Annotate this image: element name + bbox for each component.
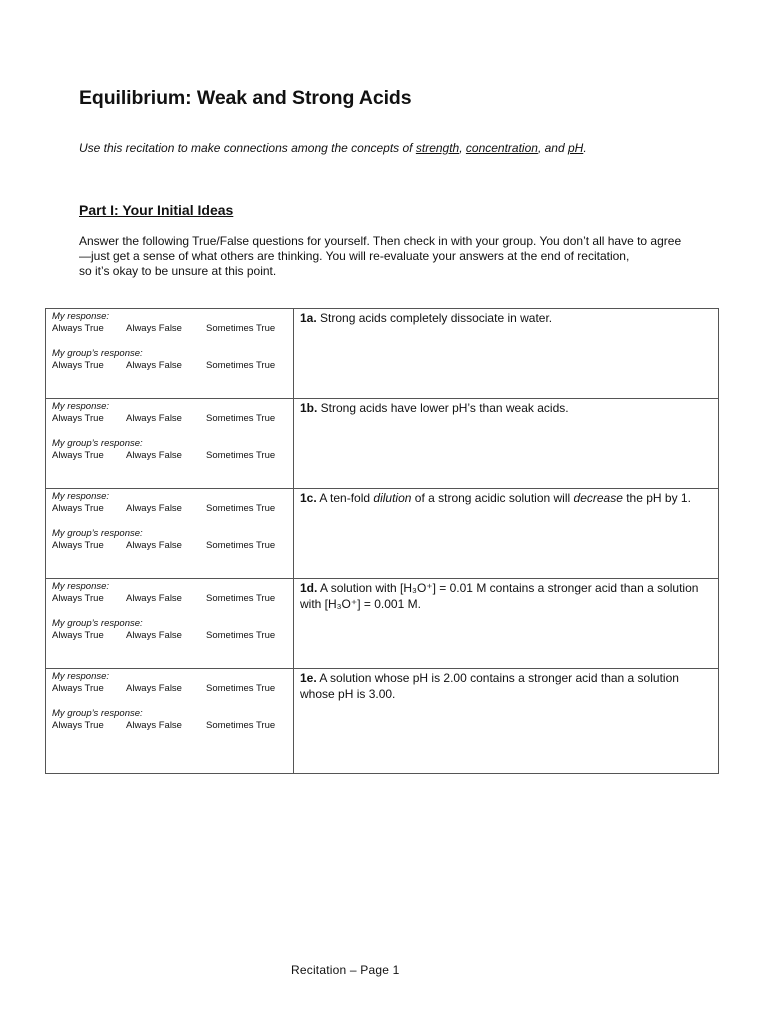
option-sometimes-true[interactable]: Sometimes True xyxy=(206,413,276,424)
response-options xyxy=(52,449,293,462)
option-sometimes-true[interactable]: Sometimes True xyxy=(206,323,276,334)
response-cell xyxy=(46,489,294,579)
response-options xyxy=(52,359,293,372)
question-text: Strong acids completely dissociate in water. xyxy=(316,311,553,325)
question-number: 1b. xyxy=(300,401,318,415)
response-options xyxy=(52,322,293,335)
response-options xyxy=(52,629,293,642)
response-options xyxy=(52,592,293,605)
option-always-true[interactable]: Always True xyxy=(52,683,104,694)
option-sometimes-true[interactable]: Sometimes True xyxy=(206,540,276,551)
option-sometimes-true[interactable]: Sometimes True xyxy=(206,683,276,694)
response-options xyxy=(52,412,293,425)
question-cell xyxy=(294,579,719,669)
question-cell xyxy=(294,399,719,489)
group-response-label: My group’s response: xyxy=(52,528,143,539)
question-cell xyxy=(294,669,719,774)
option-always-false[interactable]: Always False xyxy=(126,413,182,424)
question-text: A solution whose pH is 2.00 contains a stronger acid than a solution whose pH is 3.00. xyxy=(300,671,679,701)
instructions xyxy=(79,234,739,279)
response-options xyxy=(52,502,293,515)
group-response-label: My group’s response: xyxy=(52,348,143,359)
response-cell xyxy=(46,579,294,669)
option-always-false[interactable]: Always False xyxy=(126,593,182,604)
option-always-true[interactable]: Always True xyxy=(52,413,104,424)
group-response-label: My group’s response: xyxy=(52,618,143,629)
option-always-false[interactable]: Always False xyxy=(126,630,182,641)
option-always-false[interactable]: Always False xyxy=(126,323,182,334)
question-number: 1a. xyxy=(300,311,317,325)
page-footer: Recitation – Page 1 xyxy=(291,963,400,977)
intro-sep: , and xyxy=(537,141,568,155)
option-sometimes-true[interactable]: Sometimes True xyxy=(206,503,276,514)
intro-prefix: Use this recitation to make connections among the concepts of xyxy=(79,141,416,155)
response-cell xyxy=(46,309,294,399)
option-sometimes-true[interactable]: Sometimes True xyxy=(206,360,276,371)
option-always-false[interactable]: Always False xyxy=(126,720,182,731)
my-response-label: My response: xyxy=(52,311,110,322)
option-sometimes-true[interactable]: Sometimes True xyxy=(206,450,276,461)
question-text: of a strong acidic solution will xyxy=(411,491,574,505)
instructions-line: Answer the following True/False questions for yourself. Then check in with your group. You don’t all have to agree xyxy=(79,234,682,248)
option-always-false[interactable]: Always False xyxy=(126,503,182,514)
question-cell xyxy=(294,309,719,399)
option-always-true[interactable]: Always True xyxy=(52,593,104,604)
option-always-false[interactable]: Always False xyxy=(126,683,182,694)
instructions-line: so it’s okay to be unsure at this point. xyxy=(79,264,277,278)
intro-text xyxy=(79,141,587,155)
intro-term-ph: pH xyxy=(567,141,584,155)
response-cell xyxy=(46,669,294,774)
option-always-true[interactable]: Always True xyxy=(52,323,104,334)
question-row xyxy=(46,669,719,774)
question-row xyxy=(46,309,719,399)
intro-suffix: . xyxy=(583,141,587,155)
part-heading: Part I: Your Initial Ideas xyxy=(79,202,234,218)
option-always-true[interactable]: Always True xyxy=(52,450,104,461)
response-options xyxy=(52,719,293,732)
response-options xyxy=(52,682,293,695)
my-response-label: My response: xyxy=(52,581,110,592)
option-sometimes-true[interactable]: Sometimes True xyxy=(206,720,276,731)
question-cell xyxy=(294,489,719,579)
question-row xyxy=(46,399,719,489)
option-always-true[interactable]: Always True xyxy=(52,630,104,641)
intro-sep: , xyxy=(459,141,466,155)
option-always-true[interactable]: Always True xyxy=(52,540,104,551)
question-text: Strong acids have lower pH’s than weak acids. xyxy=(317,401,569,415)
option-sometimes-true[interactable]: Sometimes True xyxy=(206,630,276,641)
question-text: the pH by 1. xyxy=(622,491,691,505)
response-cell xyxy=(46,399,294,489)
question-row xyxy=(46,579,719,669)
intro-term-strength: strength xyxy=(415,141,460,155)
option-always-false[interactable]: Always False xyxy=(126,540,182,551)
question-emphasis: decrease xyxy=(573,491,623,505)
group-response-label: My group’s response: xyxy=(52,708,143,719)
questions-table xyxy=(45,308,719,774)
my-response-label: My response: xyxy=(52,671,110,682)
question-emphasis: dilution xyxy=(373,491,412,505)
option-always-true[interactable]: Always True xyxy=(52,720,104,731)
option-always-false[interactable]: Always False xyxy=(126,360,182,371)
option-always-true[interactable]: Always True xyxy=(52,360,104,371)
intro-term-concentration: concentration xyxy=(465,141,538,155)
question-row xyxy=(46,489,719,579)
my-response-label: My response: xyxy=(52,491,110,502)
page-title: Equilibrium: Weak and Strong Acids xyxy=(79,87,412,109)
question-number: 1d. xyxy=(300,581,318,595)
option-always-true[interactable]: Always True xyxy=(52,503,104,514)
my-response-label: My response: xyxy=(52,401,110,412)
question-number: 1e. xyxy=(300,671,317,685)
option-always-false[interactable]: Always False xyxy=(126,450,182,461)
instructions-line: —just get a sense of what others are thinking. You will re-evaluate your answers at the end of recitation, xyxy=(79,249,630,263)
question-number: 1c. xyxy=(300,491,317,505)
group-response-label: My group’s response: xyxy=(52,438,143,449)
question-text: A ten-fold xyxy=(316,491,374,505)
question-text: A solution with [H₃O⁺] = 0.01 M contains a stronger acid than a solution with [H₃O⁺] = 0.001 M. xyxy=(300,581,699,611)
response-options xyxy=(52,539,293,552)
option-sometimes-true[interactable]: Sometimes True xyxy=(206,593,276,604)
